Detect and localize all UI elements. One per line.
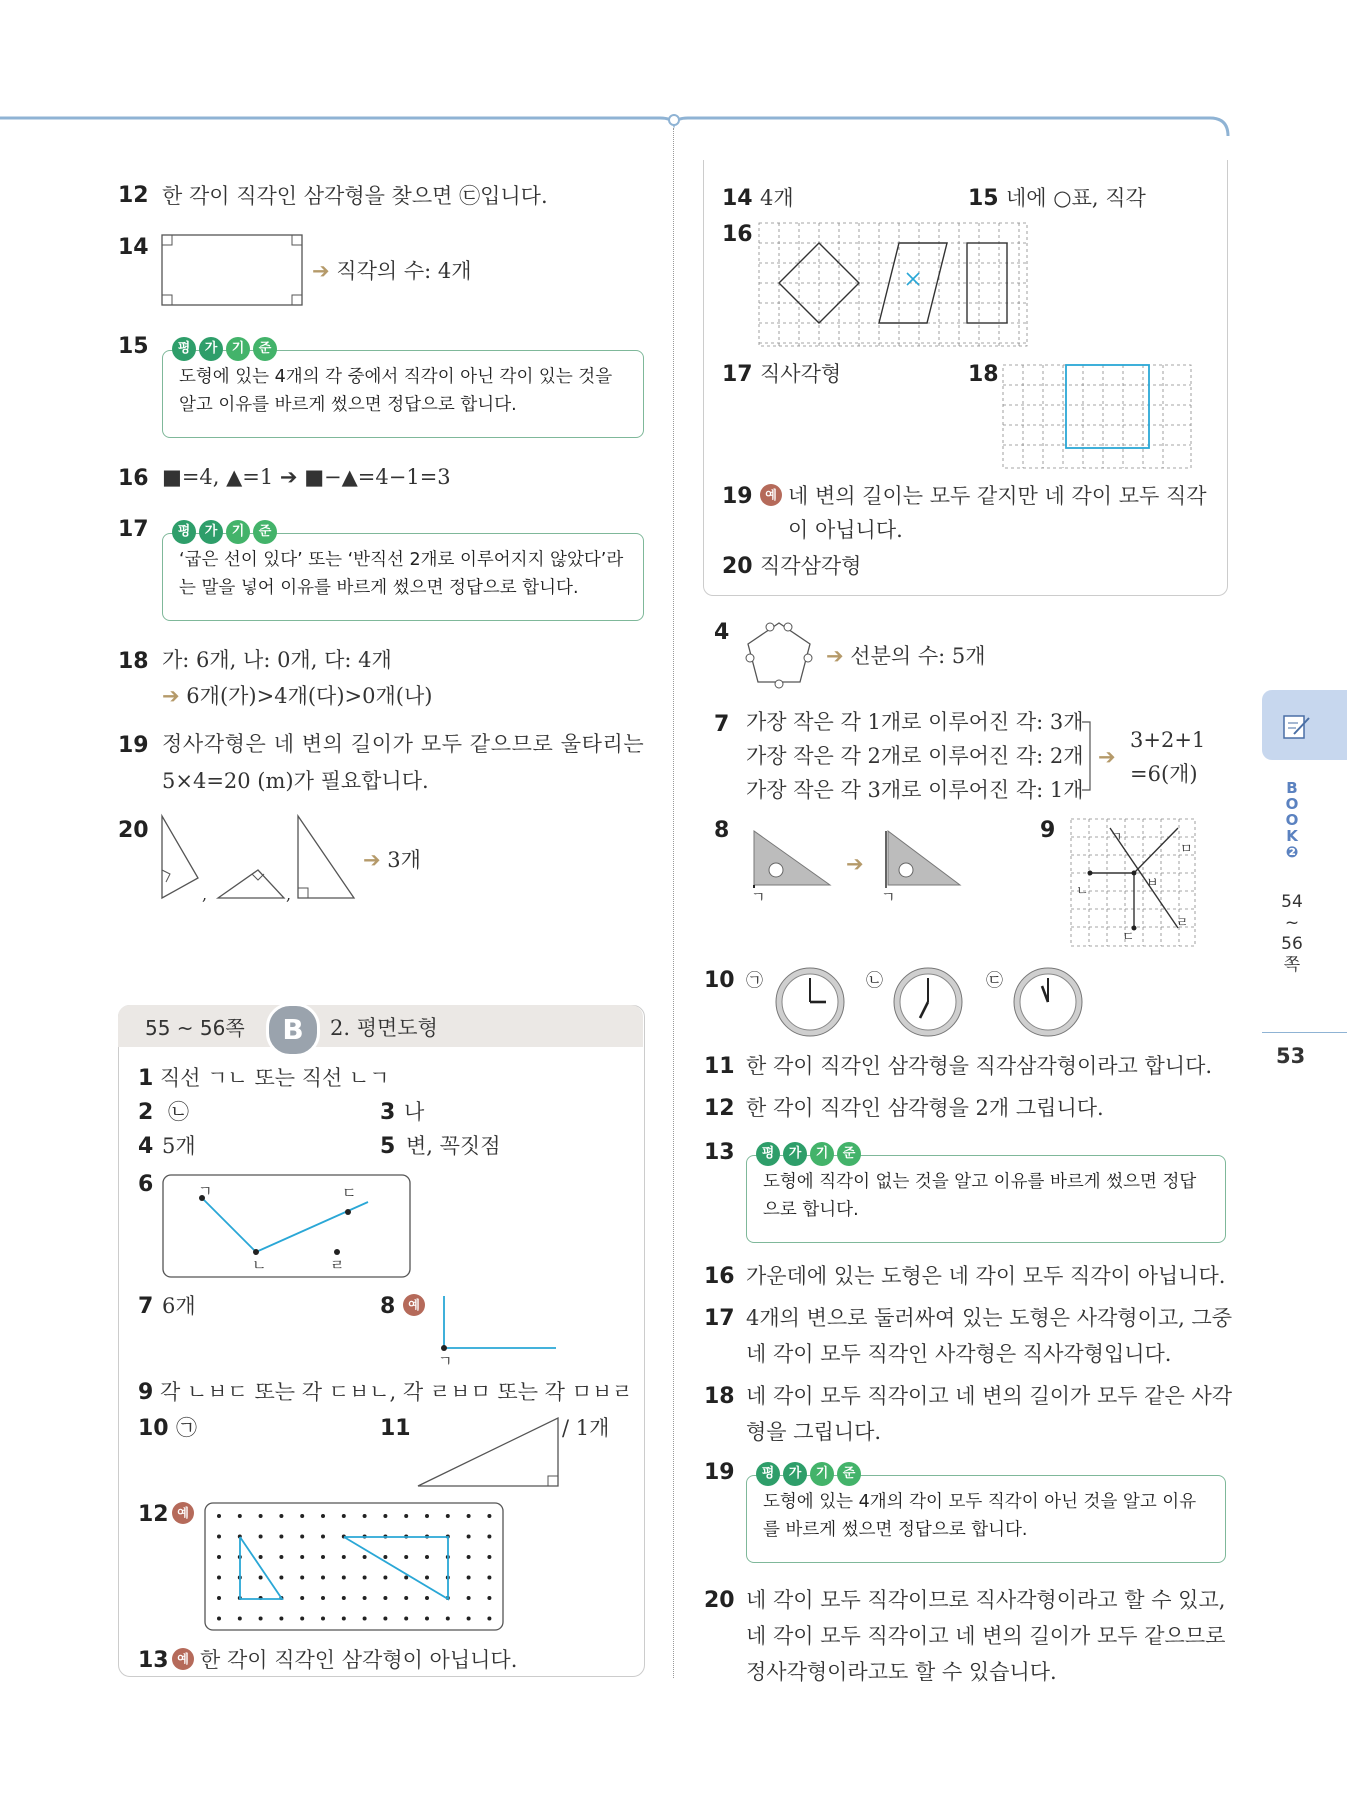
grid-dot <box>279 1555 283 1559</box>
b-q5-answer: 변, 꼭짓점 <box>406 1134 501 1158</box>
b-q11-number: 11 <box>380 1416 411 1441</box>
b-q13-number: 13 <box>138 1648 169 1673</box>
grid-dot <box>487 1555 491 1559</box>
grid-dot <box>321 1617 325 1621</box>
r-q9-label: ㄴ <box>1076 884 1089 899</box>
clock-icon <box>774 966 846 1038</box>
r-q8-label: ㄱ <box>881 888 896 906</box>
grid-dot <box>342 1555 346 1559</box>
b-q11-answer: / 1개 <box>562 1416 610 1440</box>
r-q4-answer: 선분의 수: 5개 <box>850 644 986 668</box>
q16-number: 16 <box>118 466 149 491</box>
arrow-icon: ➔ <box>846 852 864 876</box>
r-q10-mark: ㉡ <box>866 971 883 991</box>
grid-dot <box>446 1514 450 1518</box>
book-label: B O O K ❷ <box>1285 779 1299 861</box>
grid-dot <box>279 1576 283 1580</box>
b-q6-label: ㄷ <box>342 1184 357 1202</box>
grid-dot <box>487 1617 491 1621</box>
grid-dot <box>467 1596 471 1600</box>
r-q15-answer: 네에 ○표, 직각 <box>1006 186 1146 210</box>
grid-dot <box>321 1576 325 1580</box>
r-q15-number: 15 <box>968 186 999 211</box>
section-b-title: 2. 평면도형 <box>330 1016 438 1040</box>
r-q20-answer: 직각삼각형 <box>760 554 862 578</box>
b-q6-number: 6 <box>138 1172 154 1197</box>
grid-dot <box>321 1596 325 1600</box>
r-q9-label: ㄱ <box>1110 830 1123 845</box>
q15-number: 15 <box>118 334 149 359</box>
b-q13-answer: 한 각이 직각인 삼각형이 아닙니다. <box>200 1648 518 1672</box>
grid-dot <box>300 1514 304 1518</box>
r-q13-criteria-line2: 으로 합니다. <box>763 1200 859 1220</box>
top-border <box>0 0 1347 140</box>
grid-dot <box>363 1617 367 1621</box>
grid-dot <box>363 1596 367 1600</box>
r-q8-label: ㄱ <box>751 888 766 906</box>
section-b-letter: B <box>266 1003 320 1057</box>
criteria-badge: 평 가 기 준 <box>756 1142 861 1166</box>
r-q13-criteria-box <box>746 1155 1226 1243</box>
r-q19-number: 19 <box>722 484 753 509</box>
r-q8-triangle-ruler-left <box>752 828 832 888</box>
grid-dot <box>425 1617 429 1621</box>
r-q19-criteria-box <box>746 1475 1226 1563</box>
notebook-icon <box>1282 712 1312 742</box>
q17-criteria-line2: 는 말을 넣어 이유를 바르게 썼으면 정답으로 합니다. <box>179 578 579 598</box>
b-q10-answer: ㉠ <box>176 1416 197 1440</box>
r-q16-number: 16 <box>704 1264 735 1289</box>
r-q17-line1: 4개의 변으로 둘러싸여 있는 도형은 사각형이고, 그중 <box>746 1306 1233 1330</box>
grid-dot <box>217 1576 221 1580</box>
q20-triangles-figure <box>158 812 358 902</box>
arrow-icon: ➔ <box>312 259 330 283</box>
q20-number: 20 <box>118 818 149 843</box>
r-q18-line1: 네 각이 모두 직각이고 네 변의 길이가 모두 같은 사각 <box>746 1384 1233 1408</box>
b-q4-number: 4 <box>138 1134 154 1159</box>
r-q18-grid-figure <box>1002 364 1194 470</box>
q19-line1: 정사각형은 네 변의 길이가 모두 같으므로 울타리는 <box>162 732 645 756</box>
grid-dot <box>342 1596 346 1600</box>
r-q7-brace <box>1080 716 1100 794</box>
grid-dot <box>467 1617 471 1621</box>
grid-dot <box>467 1555 471 1559</box>
b-q8-angle-figure <box>436 1292 560 1362</box>
grid-dot <box>446 1617 450 1621</box>
r-q9-label: ㅂ <box>1146 876 1159 891</box>
grid-dot <box>487 1576 491 1580</box>
q19-line2: 5×4=20 (m)가 필요합니다. <box>162 769 429 793</box>
q15-criteria-line2: 알고 이유를 바르게 썼으면 정답으로 합니다. <box>179 395 517 415</box>
b-q3-answer: 나 <box>404 1100 425 1124</box>
clock-icon <box>892 966 964 1038</box>
grid-dot <box>363 1555 367 1559</box>
grid-dot <box>467 1514 471 1518</box>
b-q4-answer: 5개 <box>162 1134 196 1158</box>
r-q8-triangle-ruler-right <box>882 828 962 888</box>
b-q1-number: 1 <box>138 1066 154 1091</box>
grid-dot <box>383 1514 387 1518</box>
r-q9-label: ㄷ <box>1122 930 1135 945</box>
q17-number: 17 <box>118 517 149 542</box>
grid-dot <box>300 1596 304 1600</box>
q15-criteria-line1: 도형에 있는 4개의 각 중에서 직각이 아닌 각이 있는 것을 <box>179 367 613 387</box>
r-q16-grid-figure <box>758 222 1030 348</box>
page-range-label: 54 ~ 56 쪽 <box>1281 892 1303 975</box>
r-q10-mark: ㉠ <box>746 971 763 991</box>
arrow-icon: ➔ <box>826 644 844 668</box>
q18-line1: 가: 6개, 나: 0개, 다: 4개 <box>162 648 392 672</box>
r-q16-number: 16 <box>722 222 753 247</box>
grid-dot <box>259 1555 263 1559</box>
r-q20-number: 20 <box>704 1588 735 1613</box>
grid-dot <box>363 1576 367 1580</box>
r-q17-answer: 직사각형 <box>760 362 842 386</box>
grid-dot <box>467 1576 471 1580</box>
example-badge: 예 <box>403 1294 425 1316</box>
criteria-badge: 평 가 기 준 <box>172 520 277 544</box>
grid-dot <box>259 1617 263 1621</box>
q16-answer: ■=4, ▲=1 ➔ ■−▲=4−1=3 <box>162 465 451 489</box>
grid-dot <box>238 1617 242 1621</box>
grid-dot <box>217 1535 221 1539</box>
grid-dot <box>404 1596 408 1600</box>
q17-criteria-box <box>162 533 644 621</box>
grid-dot <box>321 1555 325 1559</box>
grid-dot <box>425 1596 429 1600</box>
r-q14-number: 14 <box>722 186 753 211</box>
grid-dot <box>383 1617 387 1621</box>
r-q18-number: 18 <box>968 362 999 387</box>
q17-criteria-line1: ‘굽은 선이 있다’ 또는 ‘반직선 2개로 이루어지지 않았다’라 <box>179 550 624 570</box>
b-q12-dot-grid-figure <box>204 1502 504 1632</box>
r-q7-line1: 가장 작은 각 1개로 이루어진 각: 3개 <box>746 710 1084 734</box>
b-q6-label: ㄴ <box>252 1256 267 1274</box>
b-q5-number: 5 <box>380 1134 396 1159</box>
example-badge: 예 <box>172 1502 194 1524</box>
r-q18-line2: 형을 그립니다. <box>746 1420 882 1444</box>
r-q18-number: 18 <box>704 1384 735 1409</box>
r-q20-line1: 네 각이 모두 직각이므로 직사각형이라고 할 수 있고, <box>746 1588 1226 1612</box>
b-q7-answer: 6개 <box>162 1294 196 1318</box>
grid-dot <box>238 1514 242 1518</box>
grid-dot <box>425 1514 429 1518</box>
grid-dot <box>487 1596 491 1600</box>
example-badge: 예 <box>172 1648 194 1670</box>
r-q17-number: 17 <box>704 1306 735 1331</box>
grid-dot <box>487 1514 491 1518</box>
r-q12-number: 12 <box>704 1096 735 1121</box>
r-q12-answer: 한 각이 직각인 삼각형을 2개 그립니다. <box>746 1096 1104 1120</box>
r-q7-sum: 3+2+1 <box>1130 728 1206 752</box>
r-q19-criteria-line1: 도형에 있는 4개의 각이 모두 직각이 아닌 것을 알고 이유 <box>763 1492 1197 1512</box>
b-q2-number: 2 <box>138 1100 154 1125</box>
q14-answer: 직각의 수: 4개 <box>336 259 472 283</box>
grid-dot <box>467 1535 471 1539</box>
grid-dot <box>404 1617 408 1621</box>
grid-dot <box>217 1514 221 1518</box>
grid-dot <box>425 1555 429 1559</box>
arrow-icon: ➔ <box>1098 745 1116 769</box>
r-q9-label: ㅁ <box>1180 842 1193 857</box>
grid-dot <box>217 1555 221 1559</box>
b-q3-number: 3 <box>380 1100 396 1125</box>
r-q7-line3: 가장 작은 각 3개로 이루어진 각: 1개 <box>746 778 1084 802</box>
column-divider <box>673 128 674 1678</box>
q18-number: 18 <box>118 649 149 674</box>
r-q10-number: 10 <box>704 968 735 993</box>
b-q10-number: 10 <box>138 1416 169 1441</box>
r-q17-line2: 네 각이 모두 직각인 사각형은 직사각형입니다. <box>746 1342 1172 1366</box>
criteria-badge: 평 가 기 준 <box>172 337 277 361</box>
grid-dot <box>279 1514 283 1518</box>
grid-dot <box>279 1617 283 1621</box>
grid-dot <box>300 1576 304 1580</box>
b-q1-answer: 직선 ㄱㄴ 또는 직선 ㄴㄱ <box>160 1066 390 1090</box>
grid-dot <box>404 1514 408 1518</box>
b-q6-label: ㄹ <box>330 1256 345 1274</box>
q20-answer: 3개 <box>387 848 421 872</box>
r-q13-number: 13 <box>704 1140 735 1165</box>
b-q8-number: 8 <box>380 1294 396 1319</box>
b-q7-number: 7 <box>138 1294 154 1319</box>
r-q20-line3: 정사각형이라고도 할 수 있습니다. <box>746 1660 1057 1684</box>
b-q9-answer: 각 ㄴㅂㄷ 또는 각 ㄷㅂㄴ, 각 ㄹㅂㅁ 또는 각 ㅁㅂㄹ <box>160 1380 633 1404</box>
r-q19-line1: 네 변의 길이는 모두 같지만 네 각이 모두 직각 <box>788 484 1207 508</box>
grid-dot <box>342 1514 346 1518</box>
q12-answer: 한 각이 직각인 삼각형을 찾으면 ㉢입니다. <box>162 184 548 208</box>
r-q7-line2: 가장 작은 각 2개로 이루어진 각: 2개 <box>746 744 1084 768</box>
grid-dot <box>300 1535 304 1539</box>
grid-dot <box>383 1576 387 1580</box>
grid-dot <box>259 1514 263 1518</box>
side-divider <box>1262 1032 1347 1033</box>
b-q6-label: ㄱ <box>198 1182 213 1200</box>
grid-dot <box>279 1535 283 1539</box>
r-q9-number: 9 <box>1040 818 1056 843</box>
grid-dot <box>342 1617 346 1621</box>
b-q12-number: 12 <box>138 1502 169 1527</box>
svg-text:,: , <box>202 885 208 902</box>
example-badge: 예 <box>760 484 782 506</box>
r-q11-answer: 한 각이 직각인 삼각형을 직각삼각형이라고 합니다. <box>746 1054 1213 1078</box>
r-q19-criteria-line2: 를 바르게 썼으면 정답으로 합니다. <box>763 1520 1028 1540</box>
grid-dot <box>363 1514 367 1518</box>
grid-dot <box>383 1555 387 1559</box>
grid-dot <box>487 1535 491 1539</box>
r-q4-number: 4 <box>714 620 730 645</box>
grid-dot <box>321 1535 325 1539</box>
r-q19-number: 19 <box>704 1460 735 1485</box>
r-q7-number: 7 <box>714 712 730 737</box>
b-q2-answer: ㉡ <box>168 1100 189 1124</box>
q19-number: 19 <box>118 733 149 758</box>
q14-rectangle-figure <box>160 232 310 312</box>
b-q9-number: 9 <box>138 1380 154 1405</box>
grid-dot <box>425 1576 429 1580</box>
grid-dot <box>383 1596 387 1600</box>
b-q11-triangle-figure <box>416 1416 562 1490</box>
r-q10-mark: ㉢ <box>986 971 1003 991</box>
grid-dot <box>300 1555 304 1559</box>
grid-dot <box>217 1596 221 1600</box>
criteria-badge: 평 가 기 준 <box>756 1462 861 1486</box>
clock-icon <box>1012 966 1084 1038</box>
arrow-icon: ➔ <box>162 684 180 708</box>
r-q8-number: 8 <box>714 818 730 843</box>
svg-text:,: , <box>286 885 292 902</box>
r-q20-number: 20 <box>722 554 753 579</box>
grid-dot <box>404 1555 408 1559</box>
q18-line2: 6개(가)>4개(다)>0개(나) <box>186 684 433 708</box>
r-q4-pentagon-figure <box>742 618 816 690</box>
grid-dot <box>321 1514 325 1518</box>
r-q14-answer: 4개 <box>760 186 794 210</box>
grid-dot <box>259 1535 263 1539</box>
b-q8-label: ㄱ <box>438 1352 453 1370</box>
r-q17-number: 17 <box>722 362 753 387</box>
r-q20-line2: 네 각이 모두 직각이고 네 변의 길이가 모두 같으므로 <box>746 1624 1226 1648</box>
page-number: 53 <box>1276 1044 1306 1068</box>
q15-criteria-box <box>162 350 644 438</box>
grid-dot <box>217 1617 221 1621</box>
grid-dot <box>300 1617 304 1621</box>
r-q16-answer: 가운데에 있는 도형은 네 각이 모두 직각이 아닙니다. <box>746 1264 1226 1288</box>
section-b-pages: 55 ~ 56쪽 <box>145 1016 245 1040</box>
grid-dot <box>259 1576 263 1580</box>
r-q11-number: 11 <box>704 1054 735 1079</box>
q14-number: 14 <box>118 235 149 260</box>
grid-dot <box>342 1576 346 1580</box>
r-q13-criteria-line1: 도형에 직각이 없는 것을 알고 이유를 바르게 썼으면 정답 <box>763 1172 1197 1192</box>
r-q19-line2: 이 아닙니다. <box>788 518 903 542</box>
r-q7-result: =6(개) <box>1130 762 1198 786</box>
r-q9-label: ㄹ <box>1176 916 1189 931</box>
arrow-icon: ➔ <box>363 848 381 872</box>
q12-number: 12 <box>118 183 149 208</box>
grid-dot <box>404 1576 408 1580</box>
